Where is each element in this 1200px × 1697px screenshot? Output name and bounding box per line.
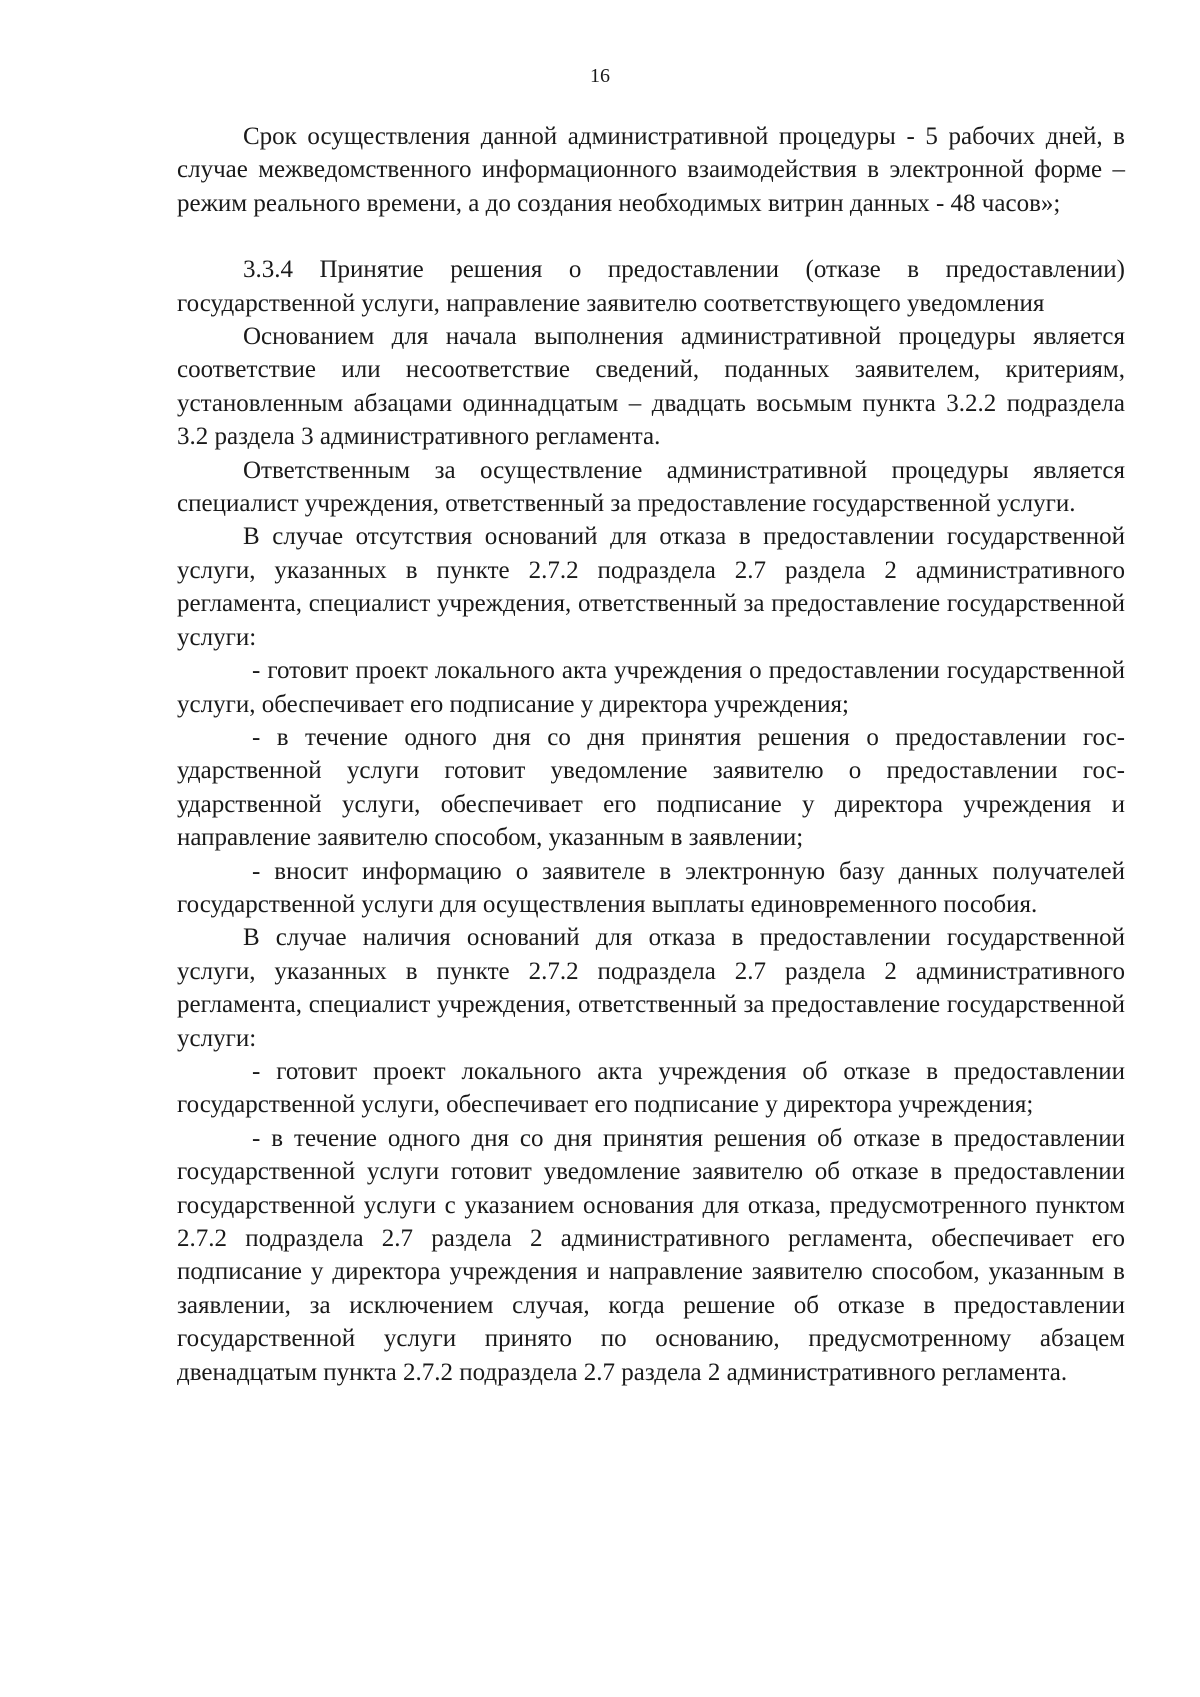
paragraph-responsible: Ответственным за осуществление административной процедуры является специалист учреждения, ответственный за предоставление государственной услуги.: [177, 456, 1125, 518]
list-item-prepare-notice: - в течение одного дня со дня принятия решения о предоставлении государственной услуги готовит уведомление заявителю о предоставлении государственной услуги, обеспечивает его подписание у директора учреждения и направление заявителю способом, указанным в заявлении;: [177, 723, 1125, 852]
page-number: 16: [590, 65, 610, 87]
paragraph-basis: Основанием для начала выполнения административной процедуры является соответствие или несоответствие сведений, поданных заявителем, критериям, установленным абзацами одиннадцатым – двадцать восьмым пункта 3.2.2 подраздела 3.2 раздела 3 административного регламента.: [177, 323, 1125, 451]
section-gap: [177, 220, 1125, 253]
paragraph-no-grounds-for-refusal: В случае отсутствия оснований для отказа в предоставлении государственной услуги, указанных в пункте 2.7.2 подраздела 2.7 раздела 2 административного регламента, специалист учреждения, ответственный за предоставление государственной услуги:: [177, 523, 1125, 651]
list-item-enter-database: - вносит информацию о заявителе в электронную базу данных получателей государственной услуги для осуществления выплаты единовременного пособия.: [177, 857, 1125, 918]
list-item-prepare-act: - готовит проект локального акта учреждения о предоставлении государственной услуги, обеспечивает его подписание у директора учреждения;: [177, 657, 1125, 718]
document-body: [177, 120, 1125, 1389]
list-item-prepare-refusal-notice: - в течение одного дня со дня принятия решения об отказе в предоставлении государственной услуги готовит уведомление заявителю об отказе в предоставлении государственной услуги с указанием основания для отказа, предусмотренного пунктом 2.7.2 подраздела 2.7 раздела 2 административного регламента, обеспечивает его подписание у директора учреждения и направление заявителю способом, указанным в заявлении, за исключением случая, когда решение об отказе в предоставлении государственной услуги принято по основанию, предусмотренному абзацем двенадцатым пункта 2.7.2 подраздела 2.7 раздела 2 административного регламента.: [177, 1124, 1125, 1386]
paragraph-deadline: Срок осуществления данной административной процедуры - 5 рабочих дней, в случае межведомственного информационного взаимодействия в электронной форме – режим реального времени, а до создания необходимых витрин данных - 48 часов»;: [177, 123, 1125, 217]
section-heading-3-3-4: 3.3.4 Принятие решения о предоставлении (отказе в предоставлении) государственной услуги, направление заявителю соответствующего уведомления: [177, 256, 1125, 317]
list-item-prepare-refusal-act: - готовит проект локального акта учреждения об отказе в предоставлении государственной услуги, обеспечивает его подписание у директора учреждения;: [177, 1057, 1125, 1119]
paragraph-grounds-for-refusal: В случае наличия оснований для отказа в предоставлении государственной услуги, указанных в пункте 2.7.2 подраздела 2.7 раздела 2 административного регламента, специалист учреждения, ответственный за предоставление государственной услуги:: [177, 924, 1125, 1052]
